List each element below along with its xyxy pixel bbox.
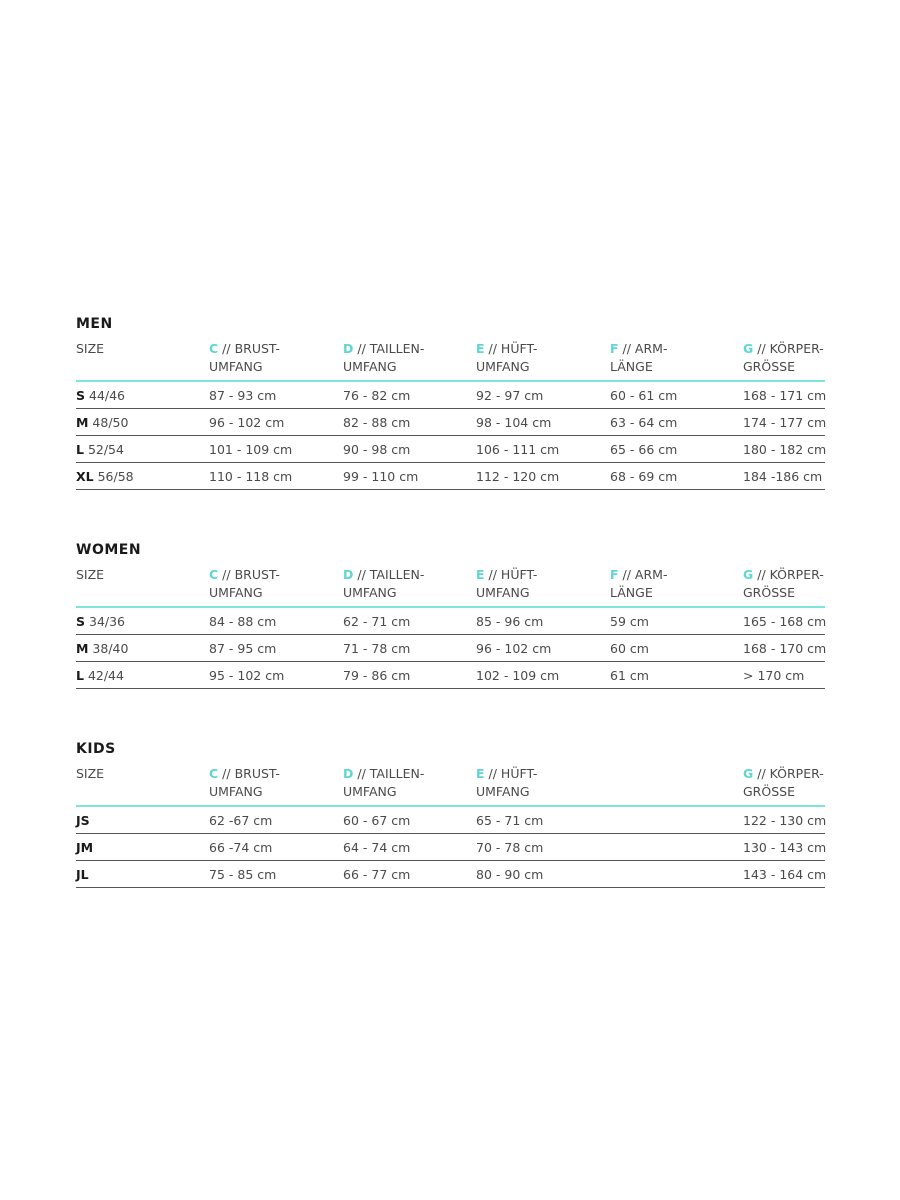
column-letter: C — [209, 766, 219, 781]
column-header — [209, 759, 343, 806]
column-header — [343, 759, 476, 806]
column-separator: // — [218, 341, 235, 356]
column-label-line1: KÖRPER- — [769, 567, 824, 582]
measurement-cell: 61 cm — [610, 662, 743, 689]
measurement-cell: 64 - 74 cm — [343, 834, 476, 861]
measurement-cell: 79 - 86 cm — [343, 662, 476, 689]
section-spacer — [76, 490, 825, 540]
table-row — [76, 409, 825, 436]
table-row — [76, 607, 825, 635]
column-letter: F — [610, 567, 619, 582]
table-row — [76, 861, 825, 888]
column-label-line2: UMFANG — [209, 585, 263, 600]
section-title: MEN — [76, 316, 113, 332]
measurement-cell: 101 - 109 cm — [209, 436, 343, 463]
table-row — [76, 436, 825, 463]
column-label-line1: HÜFT- — [500, 567, 538, 582]
measurement-cell: 66 -74 cm — [209, 834, 343, 861]
size-code: L — [76, 667, 84, 683]
size-cell — [76, 662, 209, 689]
measurement-cell: 75 - 85 cm — [209, 861, 343, 888]
measurement-cell: 165 - 168 cm — [743, 607, 825, 635]
column-letter: C — [209, 341, 219, 356]
measurement-cell: 66 - 77 cm — [343, 861, 476, 888]
size-cell — [76, 463, 209, 490]
measurement-cell: 60 - 61 cm — [610, 381, 743, 409]
size-code: XL — [76, 468, 94, 484]
column-separator: // — [353, 766, 370, 781]
measurement-cell: 96 - 102 cm — [209, 409, 343, 436]
column-header — [476, 334, 610, 381]
column-label-line1: ARM- — [634, 341, 668, 356]
column-label-line1: KÖRPER- — [769, 766, 824, 781]
measurement-cell: 90 - 98 cm — [343, 436, 476, 463]
section-women — [76, 540, 825, 689]
size-header: SIZE — [76, 334, 209, 381]
measurement-cell: 70 - 78 cm — [476, 834, 610, 861]
size-code: JS — [76, 812, 90, 828]
column-header — [476, 759, 610, 806]
column-letter: D — [343, 567, 354, 582]
column-label-line1: KÖRPER- — [769, 341, 824, 356]
column-letter: G — [743, 567, 754, 582]
size-code: JL — [76, 866, 89, 882]
size-number: 52/54 — [83, 441, 124, 457]
section-men — [76, 314, 825, 490]
column-label-line2: UMFANG — [343, 585, 397, 600]
measurement-cell: 87 - 93 cm — [209, 381, 343, 409]
column-separator: // — [753, 567, 770, 582]
measurement-cell: 102 - 109 cm — [476, 662, 610, 689]
measurement-cell: 106 - 111 cm — [476, 436, 610, 463]
size-number: 42/44 — [83, 667, 124, 683]
column-label-line1: TAILLEN- — [369, 567, 425, 582]
column-header — [343, 560, 476, 607]
measurement-cell: 62 -67 cm — [209, 806, 343, 834]
measurement-cell: 130 - 143 cm — [743, 834, 825, 861]
column-label-line1: TAILLEN- — [369, 766, 425, 781]
column-label-line1: BRUST- — [234, 341, 280, 356]
column-letter: D — [343, 341, 354, 356]
section-title: WOMEN — [76, 542, 142, 558]
measurement-cell: 85 - 96 cm — [476, 607, 610, 635]
column-separator: // — [753, 341, 770, 356]
column-label-line1: BRUST- — [234, 766, 280, 781]
measurement-cell: 82 - 88 cm — [343, 409, 476, 436]
table-row — [76, 635, 825, 662]
column-label-line1: ARM- — [634, 567, 668, 582]
column-header — [209, 560, 343, 607]
section-spacer — [76, 689, 825, 739]
size-cell — [76, 381, 209, 409]
size-number: 48/50 — [88, 414, 129, 430]
measurement-cell: 96 - 102 cm — [476, 635, 610, 662]
size-code: M — [76, 414, 89, 430]
header-row — [76, 334, 825, 381]
column-label-line2: GRÖSSE — [743, 585, 795, 600]
measurement-cell: 87 - 95 cm — [209, 635, 343, 662]
measurement-cell: 59 cm — [610, 607, 743, 635]
size-code: L — [76, 441, 84, 457]
measurement-cell: 174 - 177 cm — [743, 409, 825, 436]
column-label-line1: BRUST- — [234, 567, 280, 582]
column-letter: E — [476, 567, 485, 582]
column-label-line2: UMFANG — [209, 359, 263, 374]
table-row — [76, 834, 825, 861]
measurement-cell: 168 - 170 cm — [743, 635, 825, 662]
column-header — [743, 334, 825, 381]
column-label-line2: UMFANG — [343, 359, 397, 374]
measurement-cell: 84 - 88 cm — [209, 607, 343, 635]
column-label-line2: GRÖSSE — [743, 784, 795, 799]
column-header — [610, 759, 743, 806]
size-number: 38/40 — [88, 640, 129, 656]
measurement-cell: 68 - 69 cm — [610, 463, 743, 490]
column-label-line2: GRÖSSE — [743, 359, 795, 374]
size-number: 56/58 — [93, 468, 134, 484]
measurement-cell: 143 - 164 cm — [743, 861, 825, 888]
table-row — [76, 806, 825, 834]
measurement-cell: 122 - 130 cm — [743, 806, 825, 834]
measurement-cell: 99 - 110 cm — [343, 463, 476, 490]
table-row — [76, 662, 825, 689]
section-title: KIDS — [76, 741, 116, 757]
measurement-cell: 180 - 182 cm — [743, 436, 825, 463]
column-header — [343, 334, 476, 381]
measurement-cell: 60 - 67 cm — [343, 806, 476, 834]
column-letter: E — [476, 341, 485, 356]
measurement-cell: 62 - 71 cm — [343, 607, 476, 635]
column-separator: // — [753, 766, 770, 781]
size-number: 44/46 — [85, 387, 126, 403]
column-header — [209, 334, 343, 381]
column-label-line2: UMFANG — [476, 784, 530, 799]
column-header — [610, 334, 743, 381]
size-cell — [76, 436, 209, 463]
column-separator: // — [484, 341, 501, 356]
column-separator: // — [484, 567, 501, 582]
measurement-cell: 60 cm — [610, 635, 743, 662]
column-label-line2: UMFANG — [476, 359, 530, 374]
measurement-cell: 92 - 97 cm — [476, 381, 610, 409]
column-separator: // — [218, 567, 235, 582]
column-header — [743, 759, 825, 806]
header-row — [76, 560, 825, 607]
column-letter: C — [209, 567, 219, 582]
table-row — [76, 381, 825, 409]
size-cell — [76, 834, 209, 861]
size-cell — [76, 861, 209, 888]
column-label-line1: HÜFT- — [500, 766, 538, 781]
column-letter: G — [743, 766, 754, 781]
size-cell — [76, 409, 209, 436]
column-letter: F — [610, 341, 619, 356]
column-label-line1: TAILLEN- — [369, 341, 425, 356]
measurement-cell: 95 - 102 cm — [209, 662, 343, 689]
column-header — [743, 560, 825, 607]
size-code: S — [76, 387, 86, 403]
size-code: S — [76, 613, 86, 629]
size-header: SIZE — [76, 759, 209, 806]
column-separator: // — [353, 341, 370, 356]
column-header — [610, 560, 743, 607]
measurement-cell: 71 - 78 cm — [343, 635, 476, 662]
size-cell — [76, 607, 209, 635]
measurement-cell: 65 - 66 cm — [610, 436, 743, 463]
size-number: 34/36 — [85, 613, 126, 629]
column-separator: // — [618, 341, 635, 356]
column-label-line2: LÄNGE — [610, 359, 653, 374]
column-separator: // — [353, 567, 370, 582]
column-label-line2: LÄNGE — [610, 585, 653, 600]
measurement-cell: 112 - 120 cm — [476, 463, 610, 490]
measurement-cell — [610, 806, 743, 834]
table-row — [76, 463, 825, 490]
measurement-cell: 65 - 71 cm — [476, 806, 610, 834]
measurement-cell: 168 - 171 cm — [743, 381, 825, 409]
size-table — [76, 759, 825, 888]
column-separator: // — [484, 766, 501, 781]
column-header — [476, 560, 610, 607]
measurement-cell: 76 - 82 cm — [343, 381, 476, 409]
size-cell — [76, 635, 209, 662]
measurement-cell: 63 - 64 cm — [610, 409, 743, 436]
measurement-cell: > 170 cm — [743, 662, 825, 689]
size-table — [76, 334, 825, 490]
column-label-line1: HÜFT- — [500, 341, 538, 356]
header-row — [76, 759, 825, 806]
size-code: JM — [76, 839, 94, 855]
size-header: SIZE — [76, 560, 209, 607]
measurement-cell: 80 - 90 cm — [476, 861, 610, 888]
measurement-cell — [610, 861, 743, 888]
size-chart — [76, 314, 825, 888]
column-separator: // — [618, 567, 635, 582]
column-letter: G — [743, 341, 754, 356]
measurement-cell: 184 -186 cm — [743, 463, 825, 490]
measurement-cell — [610, 834, 743, 861]
column-separator: // — [218, 766, 235, 781]
column-label-line2: UMFANG — [476, 585, 530, 600]
column-letter: D — [343, 766, 354, 781]
size-code: M — [76, 640, 89, 656]
section-kids — [76, 739, 825, 888]
column-label-line2: UMFANG — [343, 784, 397, 799]
size-table — [76, 560, 825, 689]
column-letter: E — [476, 766, 485, 781]
size-cell — [76, 806, 209, 834]
measurement-cell: 98 - 104 cm — [476, 409, 610, 436]
measurement-cell: 110 - 118 cm — [209, 463, 343, 490]
column-label-line2: UMFANG — [209, 784, 263, 799]
